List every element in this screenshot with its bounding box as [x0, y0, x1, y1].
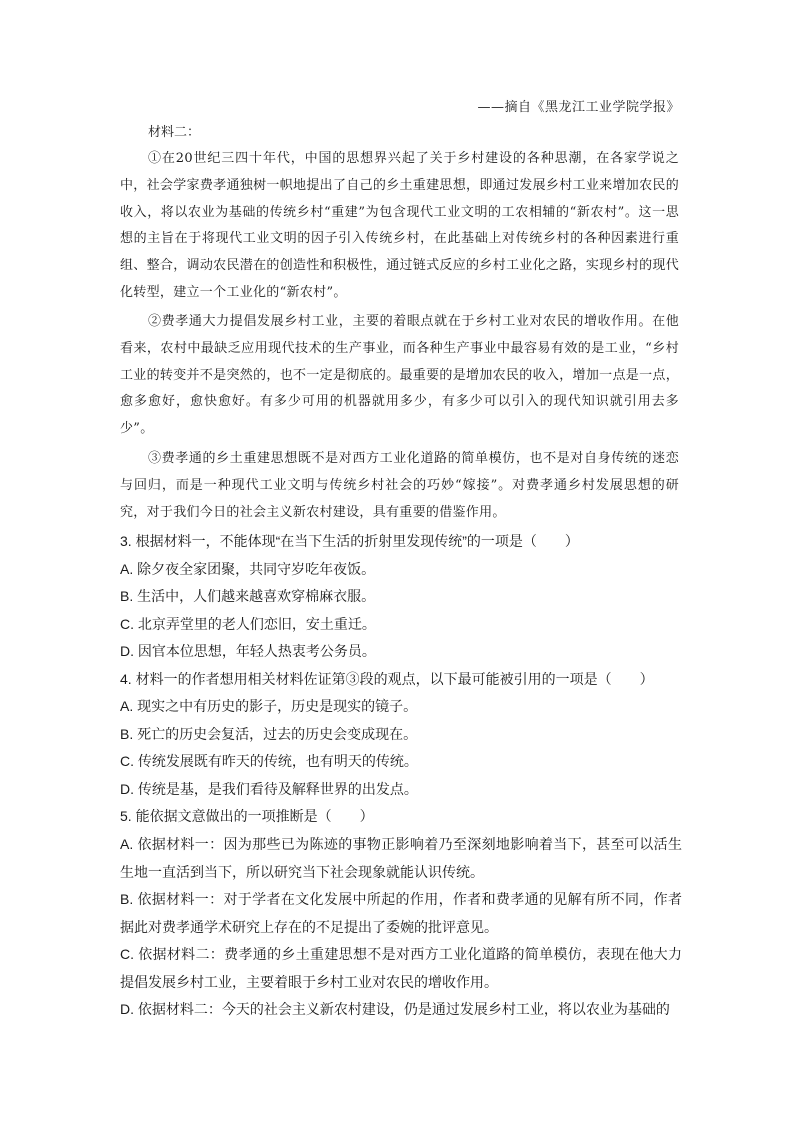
question-4-option-a: A. 现实之中有历史的影子，历史是现实的镜子。: [120, 698, 418, 714]
material2-paragraph-2: ②费孝通大力提倡发展乡村工业，主要的着眼点就在于乡村工业对农民的增收作用。在他看来，农村中最缺乏应用现代技术的生产事业，而各种生产事业中最容易有效的是工业，“乡村工业的转变并不是突然的，也不一定是彻底的。最重要的是增加农民的收入，增加一点是一点，愈多愈好，愈快愈好。有多少可用的机器就用多少，有多少可以引入的现代知识就引用去多少”。: [120, 314, 679, 437]
question-4-stem: 4. 材料一的作者想用相关材料佐证第③段的观点，以下最可能被引用的一项是（ ）: [120, 671, 654, 687]
question-4-option-c: C. 传统发展既有昨天的传统，也有明天的传统。: [120, 753, 418, 769]
question-3-option-b: B. 生活中，人们越来越喜欢穿棉麻衣服。: [120, 588, 376, 604]
question-3-option-a: A. 除夕夜全家团聚，共同守岁吃年夜饭。: [120, 561, 376, 577]
question-5-stem: 5. 能依据文意做出的一项推断是（ ）: [120, 808, 374, 824]
question-4-option-b: B. 死亡的历史会复活，过去的历史会变成现在。: [120, 726, 418, 742]
question-5-option-c: C. 依据材料二：费孝通的乡土重建思想不是对西方工业化道路的简单模仿，表现在他大力提倡发展乡村工业，主要着眼于乡村工业对农民的增收作用。: [120, 946, 682, 990]
material2-paragraph-3: ③费孝通的乡土重建思想既不是对西方工业化道路的简单模仿，也不是对自身传统的迷恋与回归，而是一种现代工业文明与传统乡村社会的巧妙“嫁接”。对费孝通乡村发展思想的研究，对于我们今日的社会主义新农村建设，具有重要的借鉴作用。: [120, 451, 679, 520]
question-3-option-c: C. 北京弄堂里的老人们恋旧，安土重迁。: [120, 616, 376, 632]
source-citation: ——摘自《黑龙江工业学院学报》: [477, 100, 680, 115]
question-5-option-b: B. 依据材料一：对于学者在文化发展中所起的作用，作者和费孝通的见解有所不同，作者据此对费孝通学术研究上存在的不足提出了委婉的批评意见。: [120, 891, 682, 935]
material2-title: 材料二：: [148, 125, 201, 140]
question-5-option-a: A. 依据材料一：因为那些已为陈迹的事物正影响着乃至深刻地影响着当下，甚至可以活生生地一直活到当下，所以研究当下社会现象就能认识传统。: [120, 836, 682, 880]
question-3-option-d: D. 因官本位思想，年轻人热衷考公务员。: [120, 643, 376, 659]
question-4-option-d: D. 传统是基，是我们看待及解释世界的出发点。: [120, 781, 418, 797]
question-5-option-d: D. 依据材料二：今天的社会主义新农村建设，仍是通过发展乡村工业，将以农业为基础的: [120, 1001, 670, 1017]
material2-paragraph-1: ①在20世纪三四十年代，中国的思想界兴起了关于乡村建设的各种思潮，在各家学说之中，社会学家费孝通独树一帜地提出了自己的乡土重建思想，即通过发展乡村工业来增加农民的收入，将以农业为基础的传统乡村“重建”为包含现代工业文明的工农相辅的“新农村”。这一思想的主旨在于将现代工业文明的因子引入传统乡村，在此基础上对传统乡村的各种因素进行重组、整合，调动农民潜在的创造性和积极性，通过链式反应的乡村工业化之路，实现乡村的现代化转型，建立一个工业化的“新农村”。: [120, 151, 679, 300]
question-3-stem: 3. 根据材料一，不能体现“在当下生活的折射里发现传统”的一项是（ ）: [120, 533, 579, 549]
